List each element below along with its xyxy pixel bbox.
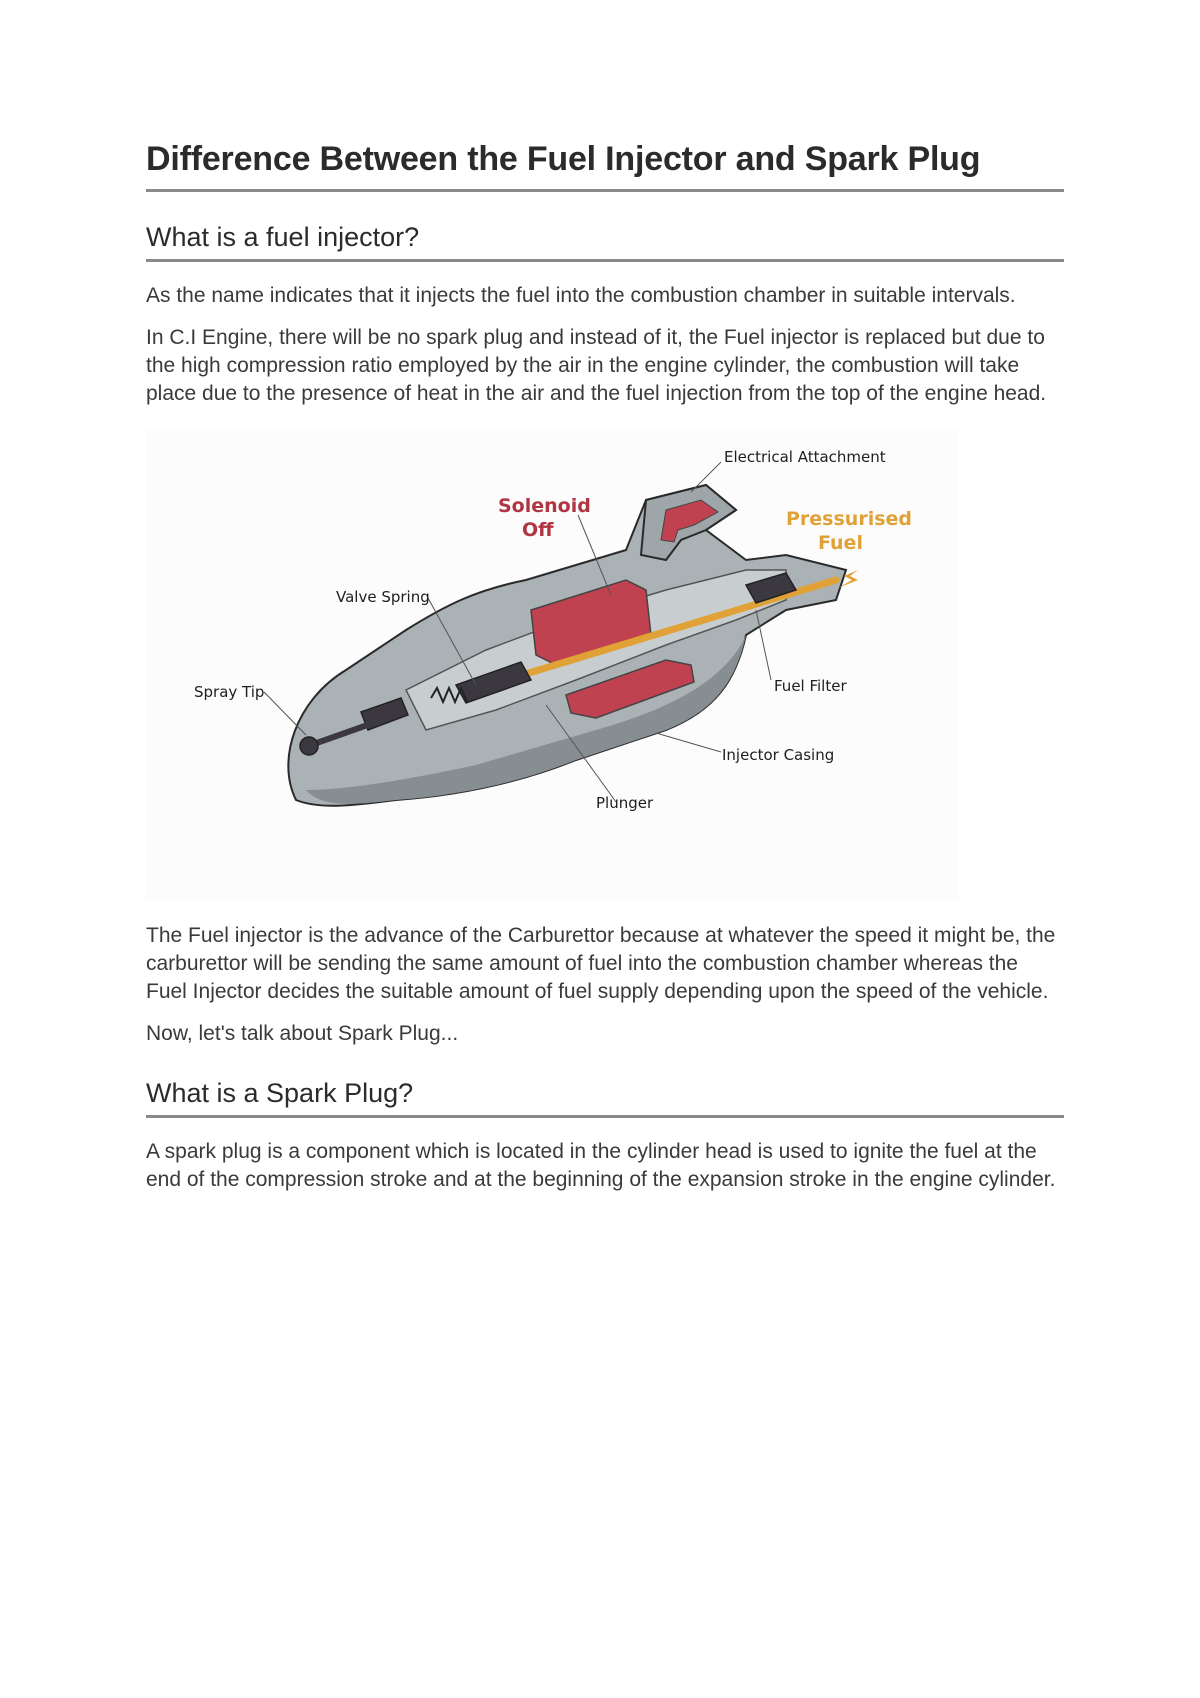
section-heading-spark-plug: What is a Spark Plug? bbox=[146, 1078, 1064, 1118]
label-pressurised: Pressurised bbox=[786, 508, 913, 530]
section-heading-fuel-injector: What is a fuel injector? bbox=[146, 222, 1064, 262]
fuel-injector-illustration bbox=[146, 430, 958, 900]
label-electrical-attachment: Electrical Attachment bbox=[724, 448, 886, 466]
paragraph-carburettor: The Fuel injector is the advance of the Carburettor because at whatever the speed it might be, the carburettor will be sending the same amount of fuel into the combustion chamber whereas the Fuel Injector decides the suitable amount of fuel supply depending upon the speed of the vehicle. bbox=[146, 924, 1056, 1003]
paragraph-transition: Now, let's talk about Spark Plug... bbox=[146, 1022, 459, 1045]
label-injector-casing: Injector Casing bbox=[722, 746, 835, 764]
paragraph-fuel-intro: As the name indicates that it injects the fuel into the combustion chamber in suitable intervals. bbox=[146, 284, 1016, 307]
page-title: Difference Between the Fuel Injector and Spark Plug bbox=[146, 140, 1064, 192]
label-solenoid-off: Off bbox=[522, 519, 554, 541]
label-fuel-filter: Fuel Filter bbox=[774, 677, 847, 695]
label-plunger: Plunger bbox=[596, 794, 654, 812]
label-spray-tip: Spray Tip bbox=[194, 683, 265, 701]
fuel-injector-diagram bbox=[146, 430, 958, 900]
spray-tip-shape bbox=[300, 737, 318, 755]
document-page bbox=[146, 140, 1064, 1194]
label-valve-spring: Valve Spring bbox=[336, 588, 430, 606]
label-pressurised-fuel: Fuel bbox=[818, 532, 863, 554]
paragraph-ci-engine: In C.I Engine, there will be no spark plug and instead of it, the Fuel injector is replaced but due to the high compression ratio employed by the air in the engine cylinder, the combustion will take place due to the presence of heat in the air and the fuel injection from the top of the engine head. bbox=[146, 326, 1047, 405]
paragraph-spark-plug: A spark plug is a component which is located in the cylinder head is used to ignite the fuel at the end of the compression stroke and at the beginning of the expansion stroke in the engine cylinder. bbox=[146, 1140, 1056, 1191]
label-solenoid: Solenoid bbox=[498, 495, 591, 517]
